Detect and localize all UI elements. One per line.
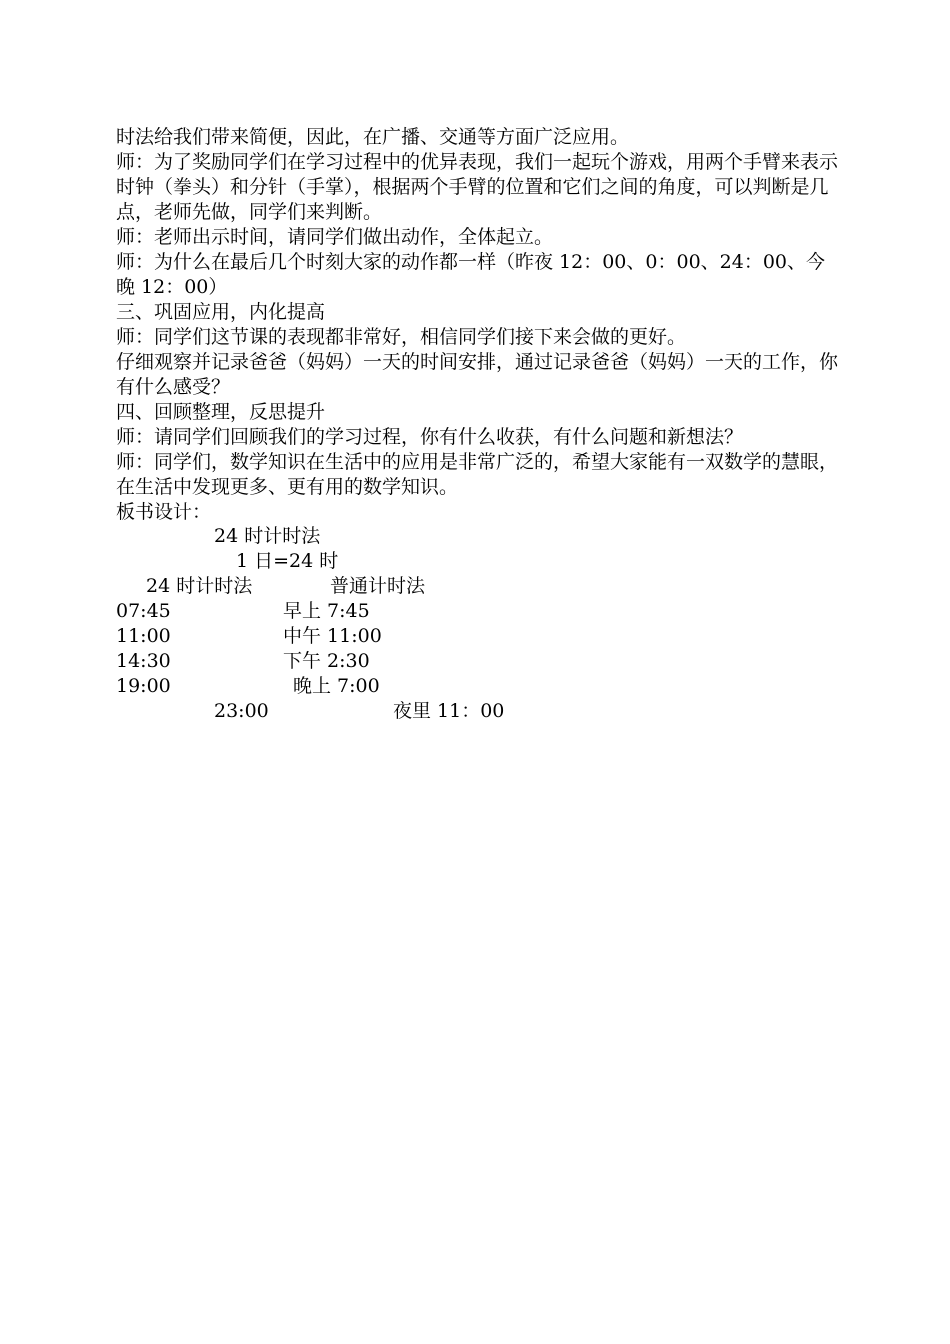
board-row-time24: 11:00: [116, 625, 171, 647]
paragraph: 仔细观察并记录爸爸（妈妈）一天的时间安排，通过记录爸爸（妈妈）一天的工作，你有什么感受？: [116, 351, 839, 398]
paragraph: 时法给我们带来简便，因此，在广播、交通等方面广泛应用。: [116, 126, 630, 148]
section-heading: 四、回顾整理，反思提升: [116, 401, 326, 423]
board-row-time24: 07:45: [116, 600, 171, 622]
paragraph: 师：老师出示时间，请同学们做出动作，全体起立。: [116, 226, 554, 248]
paragraph: 师：同学们这节课的表现都非常好，相信同学们接下来会做的更好。: [116, 326, 687, 348]
section-heading: 三、巩固应用，内化提高: [116, 301, 326, 323]
board-row-normal: 早上 7:45: [283, 600, 370, 622]
board-title: 24 时计时法: [214, 525, 321, 547]
board-col-24h-header: 24 时计时法: [146, 575, 253, 597]
board-row-normal: 晚上 7:00: [293, 675, 380, 697]
lesson-text: [116, 125, 840, 525]
board-row-time24: 19:00: [116, 675, 171, 697]
board-formula: 1 日=24 时: [236, 550, 339, 572]
board-col-normal-header: 普通计时法: [330, 575, 426, 597]
paragraph: 师：请同学们回顾我们的学习过程，你有什么收获，有什么问题和新想法？: [116, 426, 744, 448]
paragraph: 师：为什么在最后几个时刻大家的动作都一样（昨夜 12：00、0：00、24：00、今晚 12：00）: [116, 251, 826, 298]
board-row-time24: 23:00: [214, 700, 269, 722]
board-design-label: 板书设计：: [116, 501, 212, 523]
paragraph: 师：为了奖励同学们在学习过程中的优异表现，我们一起玩个游戏，用两个手臂来表示时钟（拳头）和分针（手掌），根据两个手臂的位置和它们之间的角度，可以判断是几点，老师先做，同学们来判断。: [116, 151, 839, 223]
board-row-normal: 下午 2:30: [283, 650, 370, 672]
board-row-normal: 夜里 11：00: [393, 700, 505, 722]
board-row-normal: 中午 11:00: [283, 625, 382, 647]
paragraph: 师：同学们，数学知识在生活中的应用是非常广泛的，希望大家能有一双数学的慧眼，在生活中发现更多、更有用的数学知识。: [116, 451, 839, 498]
board-row-time24: 14:30: [116, 650, 171, 672]
